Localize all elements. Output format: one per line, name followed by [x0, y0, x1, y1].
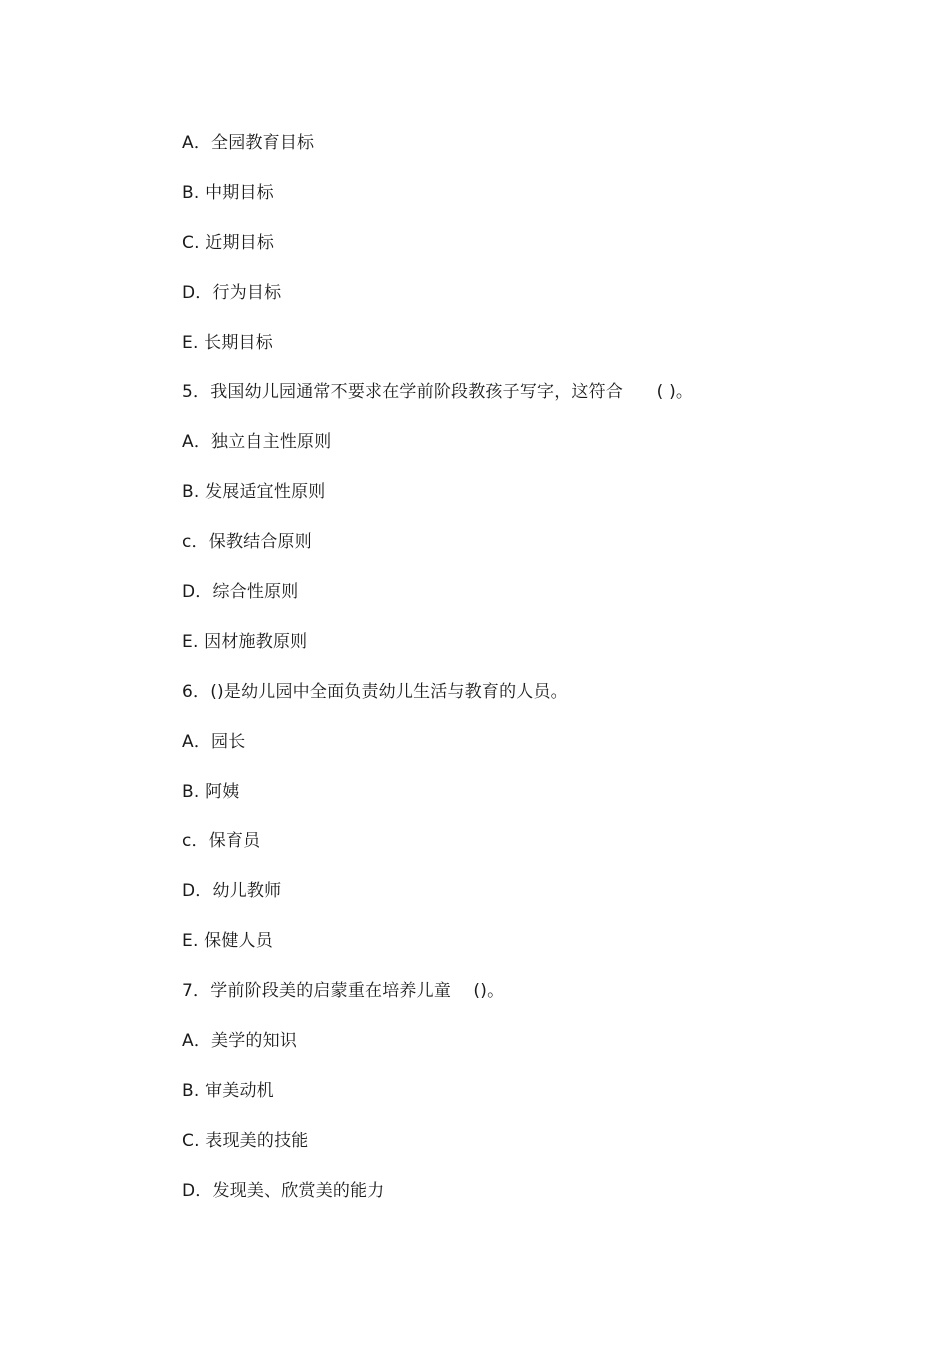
option-line: c．保育员: [182, 831, 261, 852]
option-line: E. 因材施教原则: [182, 631, 308, 652]
question-line: 6．()是幼儿园中全面负责幼儿生活与教育的人员。: [182, 681, 568, 702]
option-line: D．发现美、欣赏美的能力: [182, 1180, 385, 1201]
option-line: B. 审美动机: [182, 1080, 274, 1101]
option-line: E. 长期目标: [182, 332, 273, 353]
option-line: B. 中期目标: [182, 182, 274, 203]
option-line: A．美学的知识: [182, 1031, 298, 1052]
option-line: B. 阿姨: [182, 781, 240, 802]
option-line: E. 保健人员: [182, 931, 273, 952]
question-line: 5．我国幼儿园通常不要求在学前阶段教孩子写字，这符合 ( )。: [182, 382, 694, 403]
question-line: 7．学前阶段美的启蒙重在培养儿童 ()。: [182, 981, 505, 1002]
option-line: D．行为目标: [182, 282, 282, 303]
option-line: C. 近期目标: [182, 232, 275, 253]
option-line: c．保教结合原则: [182, 532, 312, 553]
option-line: A．全园教育目标: [182, 133, 315, 153]
option-line: A．独立自主性原则: [182, 432, 332, 453]
option-line: B. 发展适宜性原则: [182, 482, 326, 503]
option-line: C. 表现美的技能: [182, 1130, 309, 1151]
document-page: [182, 130, 882, 1228]
option-line: D．综合性原则: [182, 582, 299, 603]
option-line: D．幼儿教师: [182, 881, 282, 902]
option-line: A．园长: [182, 731, 246, 752]
